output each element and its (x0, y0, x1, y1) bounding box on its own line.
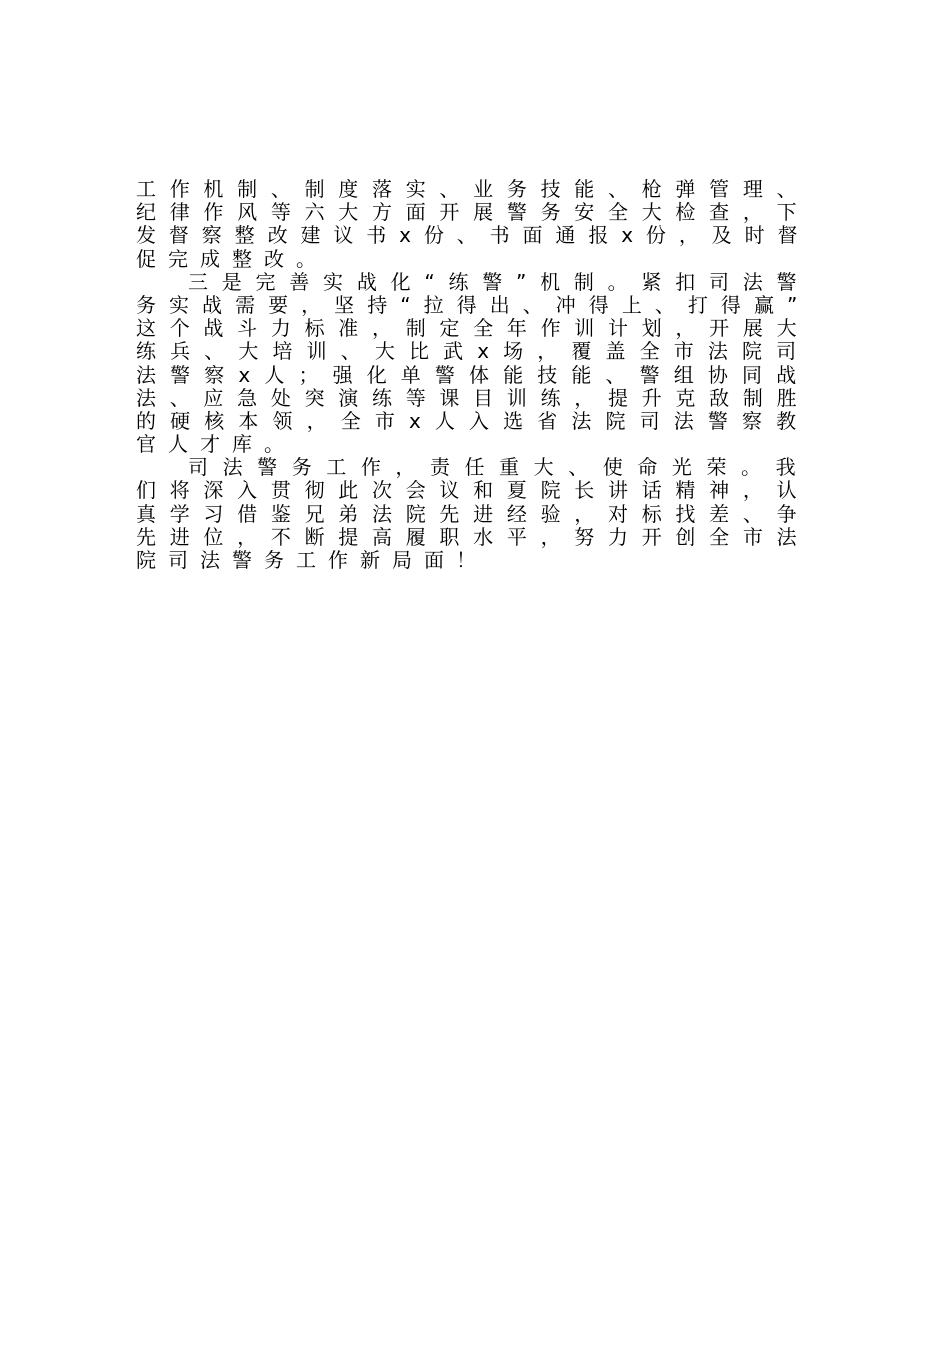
body-text (136, 178, 810, 572)
text-line: 法、应急处突演练等课目训练，提升克敌制胜 (136, 385, 810, 410)
text-line: 真学习借鉴兄弟法院先进经验，对标找差、争 (136, 501, 810, 526)
text-line: 法警察x人；强化单警体能技能、警组协同战 (136, 362, 810, 387)
text-line: 官人才库。 (136, 432, 296, 457)
text-line: 练兵、大培训、大比武x场，覆盖全市法院司 (136, 339, 810, 364)
text-line: 促完成整改。 (136, 246, 328, 271)
text-line: 这个战斗力标准，制定全年作训计划，开展大 (136, 316, 810, 341)
text-line: 发督察整改建议书x份、书面通报x份，及时督 (136, 223, 810, 248)
text-line: 院司法警务工作新局面！ (136, 548, 488, 572)
text-line: 们将深入贯彻此次会议和夏院长讲话精神，认 (136, 478, 810, 503)
text-line: 先进位，不断提高履职水平，努力开创全市法 (136, 524, 810, 549)
text-line: 的硬核本领，全市x人入选省法院司法警察教 (136, 408, 810, 433)
text-line: 务实战需要，坚持“拉得出、冲得上、打得赢” (136, 292, 810, 317)
text-line: 司法警务工作，责任重大、使命光荣。我 (188, 455, 810, 480)
text-line: 纪律作风等六大方面开展警务安全大检查，下 (136, 200, 810, 225)
text-line: 三是完善实战化“练警”机制。紧扣司法警 (188, 269, 810, 294)
text-line: 工作机制、制度落实、业务技能、枪弹管理、 (136, 177, 810, 201)
